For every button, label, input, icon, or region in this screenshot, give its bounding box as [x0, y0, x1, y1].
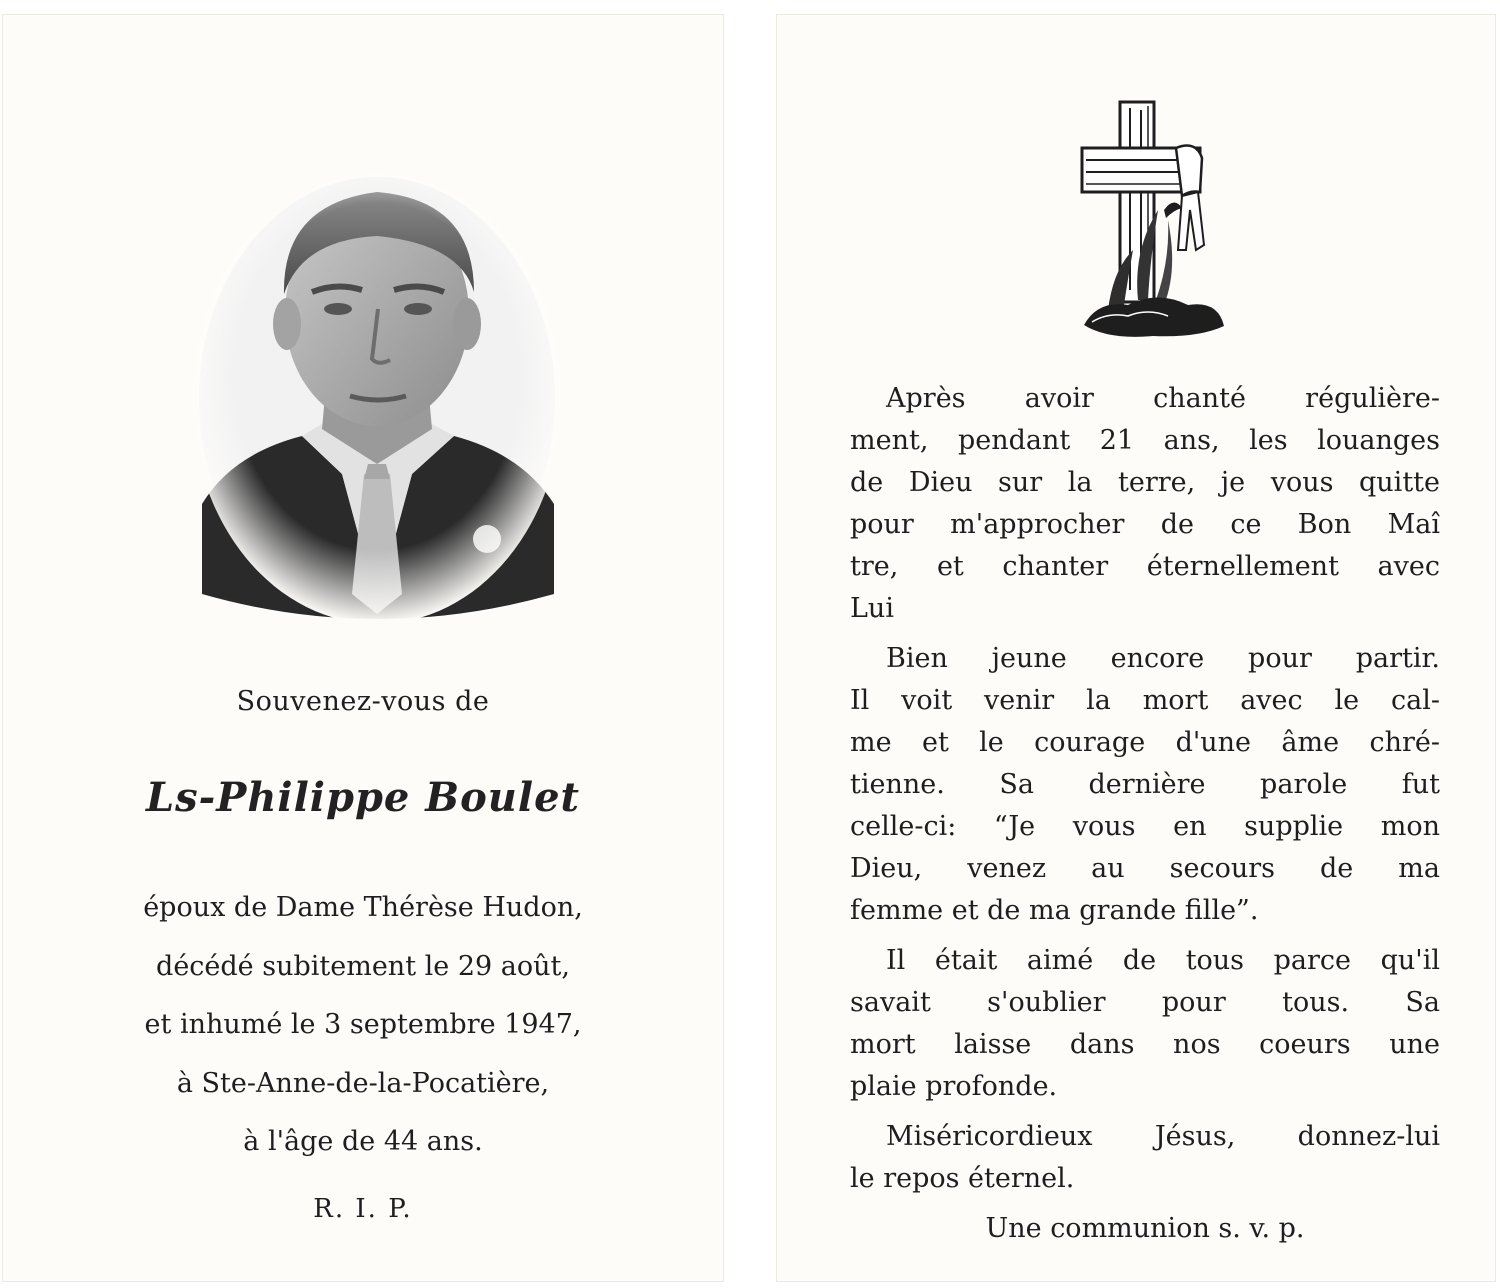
text-line: femme et de ma grande fille”. [850, 895, 1259, 926]
portrait-photo [192, 174, 562, 624]
text-line: savait s'oublier pour tous. Sa [850, 987, 1440, 1018]
details-block [2, 879, 724, 1172]
text-line: de Dieu sur la terre, je vous quitte [850, 467, 1440, 498]
remember-heading: Souvenez-vous de [236, 686, 490, 717]
details-line: décédé subitement le 29 août, [156, 950, 570, 982]
text-line: Miséricordieux Jésus, donnez-lui [886, 1121, 1440, 1152]
back-card [776, 14, 1496, 1282]
rip-text: R. I. P. [313, 1194, 413, 1224]
text-line: plaie profonde. [850, 1071, 1058, 1102]
text-line: Après avoir chanté régulière- [886, 383, 1440, 414]
text-line: ment, pendant 21 ans, les louanges [850, 425, 1440, 456]
text-line: Il était aimé de tous parce qu'il [886, 945, 1440, 976]
paragraph [850, 940, 1440, 1108]
details-line: et inhumé le 3 septembre 1947, [144, 1009, 582, 1040]
text-line: mort laisse dans nos coeurs une [850, 1029, 1440, 1060]
text-line: le repos éternel. [850, 1163, 1075, 1194]
text-line: me et le courage d'une âme chré- [850, 727, 1440, 758]
text-line: tre, et chanter éternellement avec [850, 551, 1440, 582]
text-line: Bien jeune encore pour partir. [886, 643, 1440, 674]
cross-icon [1078, 100, 1228, 340]
closing-line: Une communion s. v. p. [985, 1213, 1305, 1244]
paragraph [850, 378, 1440, 630]
details-line: à Ste-Anne-de-la-Pocatière, [176, 1067, 550, 1099]
details-line: à l'âge de 44 ans. [243, 1126, 483, 1157]
text-line: pour m'approcher de ce Bon Maî [850, 509, 1440, 540]
memorial-text [850, 378, 1440, 1250]
text-line: Dieu, venez au secours de ma [850, 853, 1440, 884]
paragraph [850, 1116, 1440, 1200]
details-line: époux de Dame Thérèse Hudon, [143, 892, 583, 923]
paragraph [850, 638, 1440, 932]
front-card [2, 14, 724, 1282]
text-line: tienne. Sa dernière parole fut [850, 769, 1440, 800]
deceased-name: Ls-Philippe Boulet [146, 774, 580, 821]
text-line: celle-ci: “Je vous en supplie mon [850, 811, 1440, 842]
text-line: Il voit venir la mort avec le cal- [850, 685, 1440, 716]
text-line: Lui [850, 593, 894, 624]
